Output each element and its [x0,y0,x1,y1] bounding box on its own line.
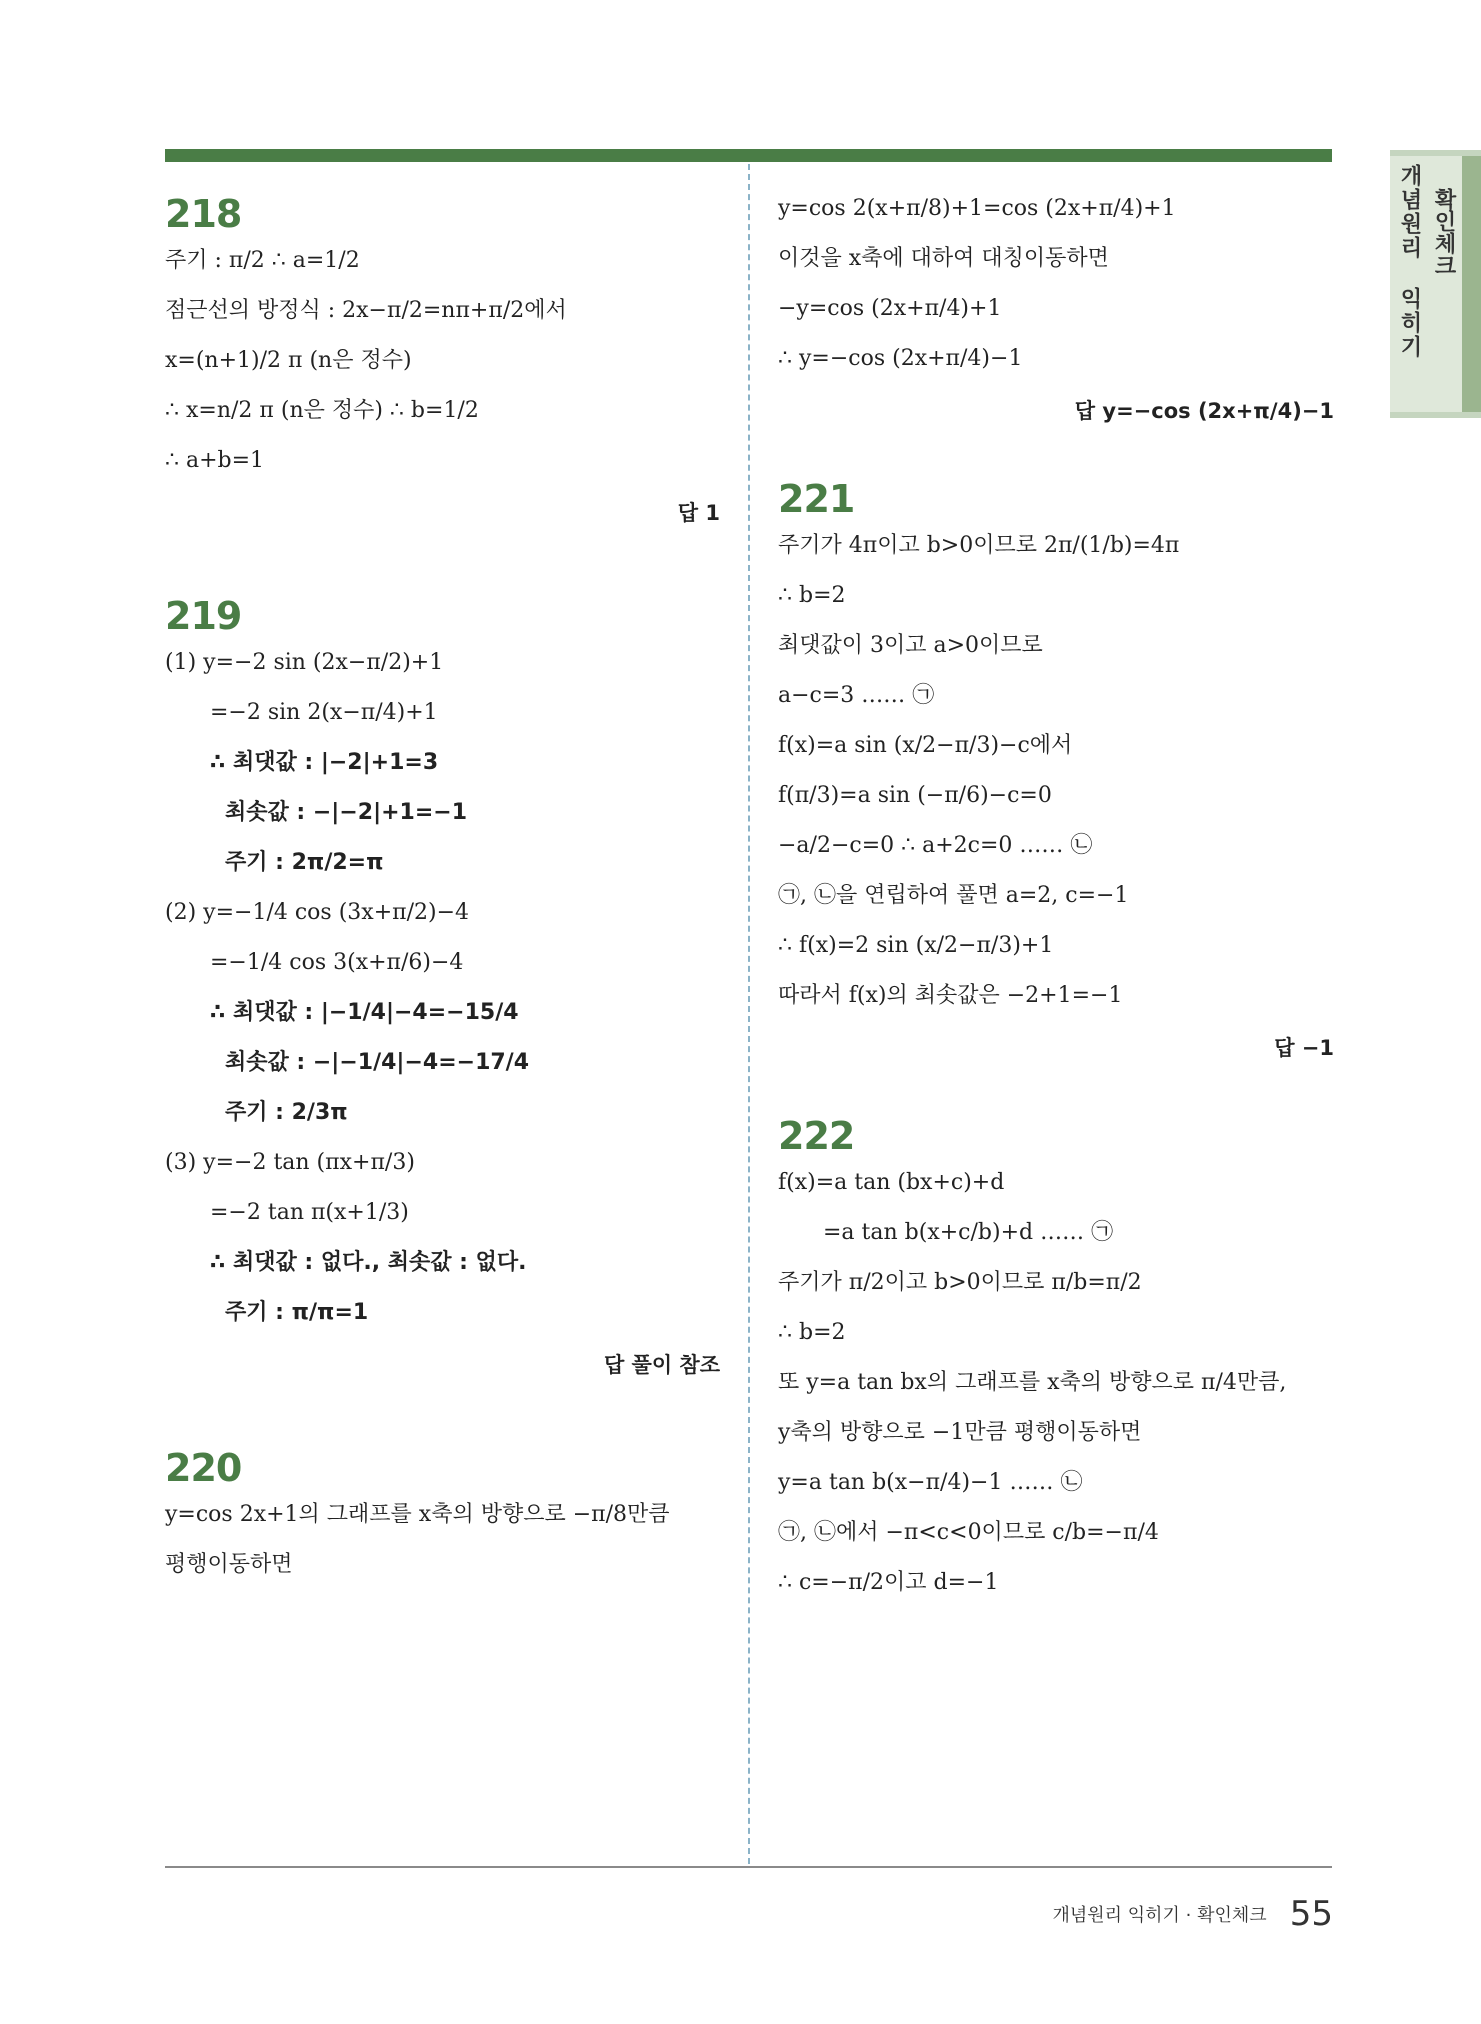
solution-line: 점근선의 방정식 : 2x−π/2=nπ+π/2에서 [165,298,567,323]
solution-line: 따라서 f(x)의 최솟값은 −2+1=−1 [778,983,1123,1008]
answer: 답 −1 [1274,1036,1334,1060]
solution-line: f(x)=a sin (x/2−π/3)−c에서 [778,733,1073,758]
problem-number: 222 [778,1114,855,1158]
problem-220-continued [778,195,1334,425]
column-divider [748,164,750,1864]
problem-number: 219 [165,594,242,638]
problem-221 [778,477,1334,1062]
solution-line: y=cos 2x+1의 그래프를 x축의 방향으로 −π/8만큼 [165,1502,670,1527]
solution-line: f(x)=a tan (bx+c)+d [778,1170,1005,1195]
solution-line: 주기가 4π이고 b>0이므로 2π/(1/b)=4π [778,533,1180,558]
period-line: 주기 : π/π=1 [225,1300,369,1325]
solution-line: (1) y=−2 sin (2x−π/2)+1 [165,650,444,675]
problem-222 [778,1114,1334,1597]
left-column [165,192,720,1601]
footer-section-title: 개념원리 익히기 · 확인체크 [1052,1905,1267,1926]
side-tab-edge [1462,156,1481,412]
solution-line: (3) y=−2 tan (πx+π/3) [165,1150,415,1175]
top-green-bar [165,149,1332,162]
solution-line: ∴ x=n/2 π (n은 정수) ∴ b=1/2 [165,398,479,423]
solution-line: ㉠, ㉡에서 −π<c<0이므로 c/b=−π/4 [778,1520,1159,1545]
solution-line: ∴ c=−π/2이고 d=−1 [778,1570,999,1595]
solution-line: =−1/4 cos 3(x+π/6)−4 [210,950,464,975]
solution-line: y축의 방향으로 −1만큼 평행이동하면 [778,1420,1142,1445]
max-min-line: ∴ 최댓값 : 없다., 최솟값 : 없다. [210,1250,527,1275]
solution-line: −a/2−c=0 ∴ a+2c=0 …… ㉡ [778,833,1093,858]
problem-218 [165,192,720,527]
answer: 답 y=−cos (2x+π/4)−1 [1074,399,1334,423]
side-tab-title: 확인체크 [1431,188,1456,276]
solution-line: a−c=3 …… ㉠ [778,683,935,708]
solution-line: 주기 : π/2 ∴ a=1/2 [165,248,360,273]
page-number: 55 [1289,1894,1333,1934]
min-value-line: 최솟값 : −|−2|+1=−1 [225,800,468,825]
answer: 답 1 [677,501,720,525]
solution-line: 주기가 π/2이고 b>0이므로 π/b=π/2 [778,1270,1142,1295]
bottom-rule [165,1866,1332,1868]
solution-line: =−2 sin 2(x−π/4)+1 [210,700,438,725]
solution-line: −y=cos (2x+π/4)+1 [778,296,1002,321]
right-column [778,195,1334,1619]
side-tab-subtitle: 개념원리 익히기 [1397,164,1422,359]
max-value-line: ∴ 최댓값 : |−2|+1=3 [210,750,439,775]
page-footer [1052,1894,1333,1934]
solution-line: 또 y=a tan bx의 그래프를 x축의 방향으로 π/4만큼, [778,1370,1287,1395]
max-value-line: ∴ 최댓값 : |−1/4|−4=−15/4 [210,1000,519,1025]
problem-219 [165,594,720,1379]
problem-220 [165,1446,720,1579]
solution-line: 평행이동하면 [165,1552,293,1577]
solution-line: ∴ b=2 [778,583,846,608]
problem-number: 218 [165,192,242,236]
solution-line: y=a tan b(x−π/4)−1 …… ㉡ [778,1470,1083,1495]
solution-line: ㉠, ㉡을 연립하여 풀면 a=2, c=−1 [778,883,1129,908]
side-tab [1390,150,1481,418]
solution-line: x=(n+1)/2 π (n은 정수) [165,348,412,373]
period-line: 주기 : 2/3π [225,1100,348,1125]
solution-line: 이것을 x축에 대하여 대칭이동하면 [778,246,1109,271]
answer: 답 풀이 참조 [603,1353,720,1377]
solution-line: f(π/3)=a sin (−π/6)−c=0 [778,783,1052,808]
period-line: 주기 : 2π/2=π [225,850,384,875]
min-value-line: 최솟값 : −|−1/4|−4=−17/4 [225,1050,530,1075]
problem-number: 220 [165,1446,242,1490]
solution-line: ∴ a+b=1 [165,448,265,473]
solution-line: (2) y=−1/4 cos (3x+π/2)−4 [165,900,470,925]
problem-number: 221 [778,477,855,521]
solution-line: ∴ y=−cos (2x+π/4)−1 [778,346,1023,371]
solution-line: =a tan b(x+c/b)+d …… ㉠ [823,1220,1114,1245]
solution-line: =−2 tan π(x+1/3) [210,1200,409,1225]
solution-line: 최댓값이 3이고 a>0이므로 [778,633,1043,658]
solution-line: ∴ b=2 [778,1320,846,1345]
solution-line: ∴ f(x)=2 sin (x/2−π/3)+1 [778,933,1054,958]
solution-line: y=cos 2(x+π/8)+1=cos (2x+π/4)+1 [778,196,1176,221]
